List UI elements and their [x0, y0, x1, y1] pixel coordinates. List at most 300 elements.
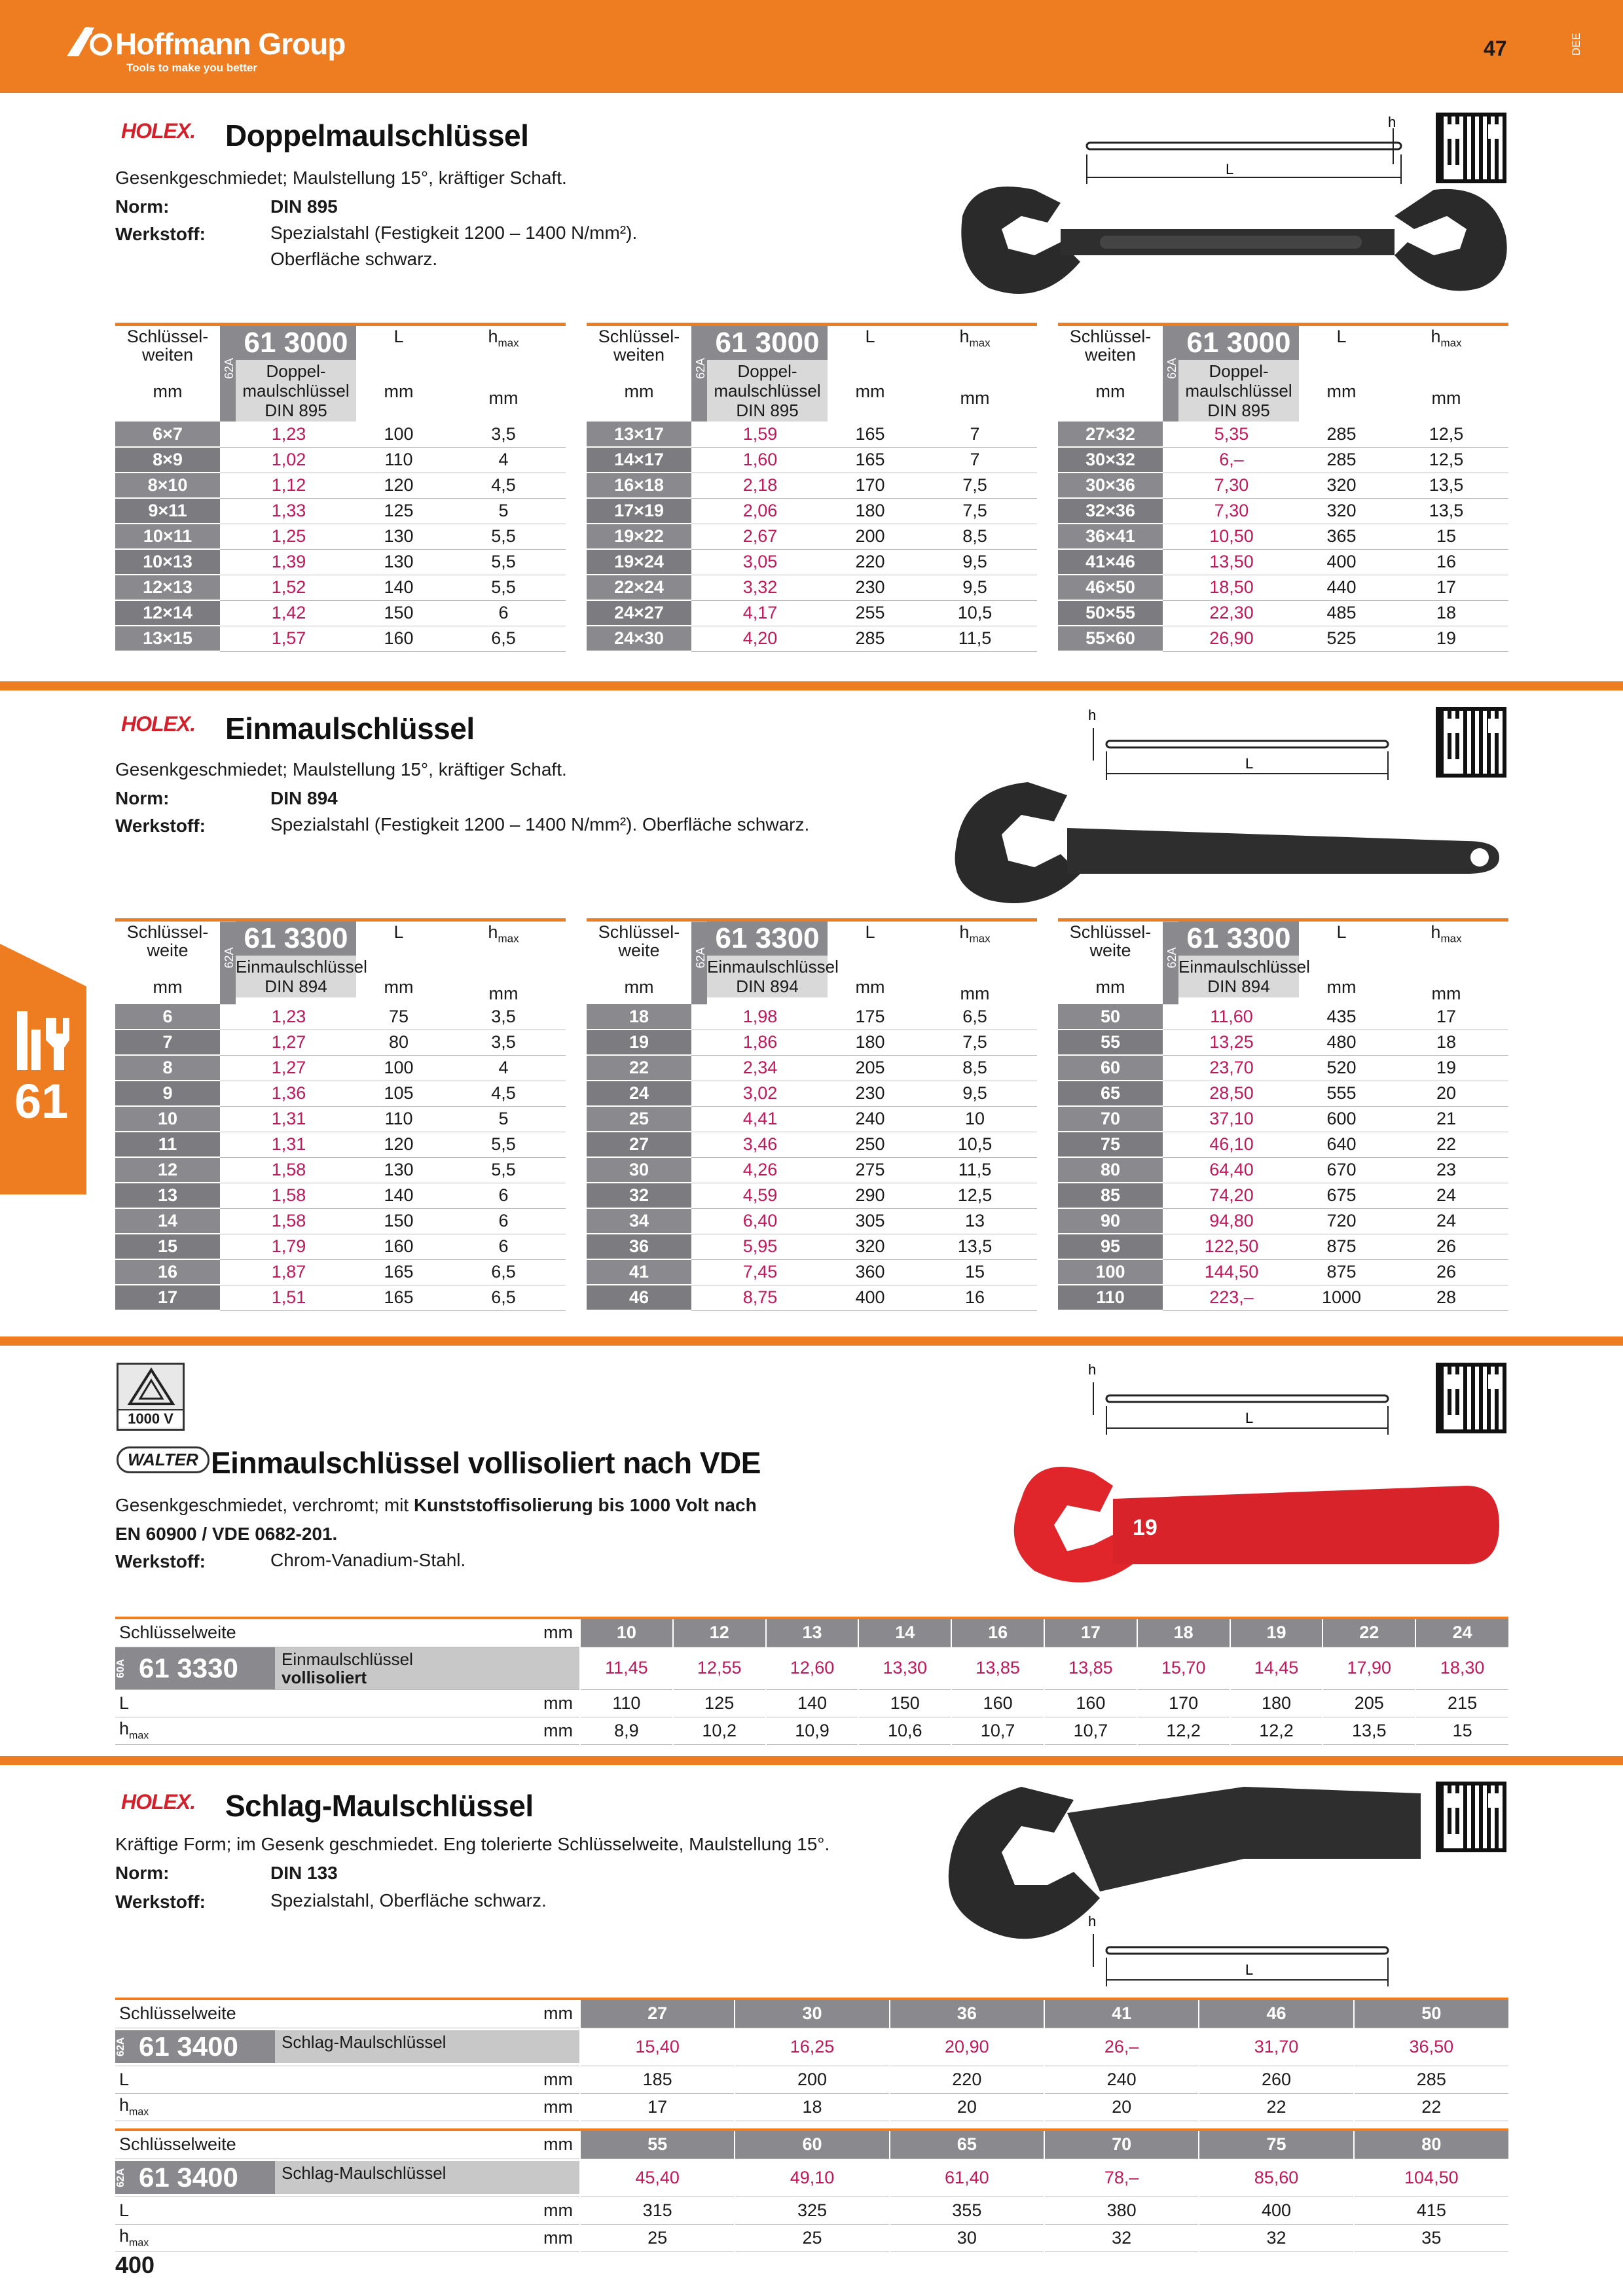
size-cell: 65	[1058, 1081, 1163, 1106]
price-cell[interactable]: 14,45	[1230, 1647, 1323, 1689]
spacer-cell	[1285, 1081, 1299, 1106]
price-cell[interactable]: 31,70	[1199, 2028, 1353, 2066]
dim-l: L	[1245, 755, 1254, 772]
price-cell[interactable]: 1,42	[236, 600, 342, 626]
price-cell[interactable]: 1,58	[236, 1157, 342, 1183]
price-cell[interactable]: 11,60	[1178, 1004, 1285, 1030]
spacer-cell	[691, 1081, 707, 1106]
length-cell: 365	[1299, 524, 1384, 549]
article-desc-1: Schlag-Maulschlüssel	[282, 2163, 447, 2183]
price-cell[interactable]: 1,27	[236, 1055, 342, 1081]
spacer-cell	[1163, 1234, 1178, 1259]
article-desc-2: vollisoliert	[282, 1667, 367, 1687]
height-cell: 20	[890, 2093, 1044, 2121]
col-length-unit: mm	[384, 382, 414, 401]
length-cell: 1000	[1299, 1285, 1384, 1310]
size-cell: 27	[587, 1132, 691, 1157]
spacer-cell	[1163, 1004, 1178, 1030]
col-height	[1384, 922, 1508, 1004]
price-cell[interactable]: 1,33	[236, 498, 342, 524]
height-cell: 16	[913, 1285, 1037, 1310]
col-height	[441, 326, 566, 422]
length-cell: 670	[1299, 1157, 1384, 1183]
height-cell: 17	[1384, 575, 1508, 600]
price-cell[interactable]: 49,10	[735, 2159, 889, 2197]
size-cell: 8×10	[115, 473, 220, 498]
spacer-cell	[691, 1285, 707, 1310]
spacer-cell	[1285, 1030, 1299, 1055]
price-cell[interactable]: 15,70	[1137, 1647, 1230, 1689]
col-height-unit: mm	[960, 984, 990, 1004]
price-cell[interactable]: 1,23	[236, 1004, 342, 1030]
size-cell: 12	[115, 1157, 220, 1183]
price-cell[interactable]: 1,31	[236, 1106, 342, 1132]
col-size-label-2: weite	[147, 941, 189, 960]
col-height-unit: mm	[1431, 388, 1461, 408]
price-cell[interactable]: 3,02	[707, 1081, 813, 1106]
height-cell: 4	[441, 447, 566, 473]
size-cell: 30×32	[1058, 447, 1163, 473]
height-row	[115, 1717, 1508, 1744]
row-unit: mm	[462, 1619, 580, 1647]
price-cell[interactable]: 7,30	[1178, 498, 1285, 524]
col-length-unit: mm	[855, 382, 885, 401]
col-height-sub: max	[1440, 336, 1462, 350]
size-cell: 18	[587, 1004, 691, 1030]
table-row	[115, 422, 566, 447]
norm-label: Norm:	[115, 196, 170, 217]
spacer-cell	[1163, 600, 1178, 626]
height-cell: 4	[441, 1055, 566, 1081]
row-label-height	[115, 2224, 462, 2251]
length-cell: 875	[1299, 1234, 1384, 1259]
size-cell: 27	[580, 2000, 735, 2028]
dim-l: L	[1245, 1410, 1254, 1426]
spacer-cell	[1285, 626, 1299, 651]
price-cell[interactable]: 2,06	[707, 498, 813, 524]
table-row	[1058, 447, 1508, 473]
table-row	[115, 1081, 566, 1106]
price-cell[interactable]: 10,50	[1178, 524, 1285, 549]
price-cell[interactable]: 16,25	[735, 2028, 889, 2066]
price-cell[interactable]: 22,30	[1178, 600, 1285, 626]
spacer-cell	[691, 1183, 707, 1208]
table-row	[1058, 1030, 1508, 1055]
price-cell[interactable]: 94,80	[1178, 1208, 1285, 1234]
height-cell: 10,7	[951, 1717, 1044, 1744]
length-cell: 240	[1044, 2066, 1199, 2093]
size-cell: 41×46	[1058, 549, 1163, 575]
table-row	[1058, 498, 1508, 524]
page-number: 400	[115, 2251, 155, 2278]
size-cell: 22	[1322, 1619, 1415, 1647]
length-cell: 400	[1199, 2197, 1353, 2224]
spacer-cell	[1285, 575, 1299, 600]
price-cell[interactable]: 2,67	[707, 524, 813, 549]
price-cell[interactable]: 144,50	[1178, 1259, 1285, 1285]
spacer-cell	[342, 626, 356, 651]
price-cell[interactable]: 3,32	[707, 575, 813, 600]
size-cell: 80	[1354, 2131, 1508, 2159]
size-cell: 95	[1058, 1234, 1163, 1259]
price-cell[interactable]: 1,58	[236, 1208, 342, 1234]
height-cell: 13,5	[913, 1234, 1037, 1259]
col-size-label: Schlüssel-	[598, 922, 680, 942]
col-length	[828, 326, 913, 422]
length-cell: 520	[1299, 1055, 1384, 1081]
art-prefix: 62A	[1163, 922, 1178, 1004]
length-cell: 75	[356, 1004, 441, 1030]
col-length	[1299, 326, 1384, 422]
price-table	[115, 326, 566, 652]
art-prefix: 62A	[691, 922, 707, 1004]
size-cell: 41	[587, 1259, 691, 1285]
col-length-unit: mm	[1326, 977, 1357, 997]
table-row	[1058, 473, 1508, 498]
size-cell: 55	[1058, 1030, 1163, 1055]
price-cell[interactable]: 1,27	[236, 1030, 342, 1055]
price-cell[interactable]: 1,25	[236, 524, 342, 549]
table-row	[587, 1004, 1037, 1030]
length-cell: 165	[828, 422, 913, 447]
price-cell[interactable]: 6,40	[707, 1208, 813, 1234]
article-desc	[275, 2161, 579, 2194]
size-cell: 50	[1058, 1004, 1163, 1030]
price-cell[interactable]: 1,23	[236, 422, 342, 447]
price-cell[interactable]: 13,85	[951, 1647, 1044, 1689]
material-label: Werkstoff:	[115, 1551, 206, 1571]
price-table	[1058, 922, 1508, 1311]
spacer-cell	[813, 549, 828, 575]
price-cell[interactable]: 1,52	[236, 575, 342, 600]
price-cell[interactable]: 18,30	[1415, 1647, 1508, 1689]
spacer-cell	[813, 1030, 828, 1055]
price-cell[interactable]: 104,50	[1354, 2159, 1508, 2197]
col-length-label: L	[393, 327, 404, 346]
price-cell[interactable]: 1,51	[236, 1285, 342, 1310]
price-cell[interactable]: 26,–	[1044, 2028, 1199, 2066]
col-length-label: L	[865, 922, 875, 942]
dim-l: L	[1226, 161, 1234, 177]
length-cell: 290	[828, 1183, 913, 1208]
size-cell: 19	[587, 1030, 691, 1055]
height-cell: 35	[1354, 2224, 1508, 2251]
height-cell: 20	[1384, 1081, 1508, 1106]
dim-l: L	[1245, 1962, 1254, 1978]
col-length-label: L	[393, 922, 404, 942]
price-cell[interactable]: 1,57	[236, 626, 342, 651]
length-row	[115, 2197, 1508, 2224]
price-cell[interactable]: 28,50	[1178, 1081, 1285, 1106]
length-cell: 555	[1299, 1081, 1384, 1106]
size-cell: 10	[115, 1106, 220, 1132]
spacer-cell	[1163, 1055, 1178, 1081]
price-cell[interactable]: 2,34	[707, 1055, 813, 1081]
height-cell: 26	[1384, 1234, 1508, 1259]
price-cell[interactable]: 1,58	[236, 1183, 342, 1208]
article-desc-2: DIN 894	[1207, 977, 1270, 996]
row-label-h-sub: max	[129, 1730, 149, 1742]
length-cell: 165	[356, 1259, 441, 1285]
table-row	[1058, 1132, 1508, 1157]
row-label-h: h	[119, 2226, 130, 2246]
size-cell: 19	[1230, 1619, 1323, 1647]
spacer-cell	[220, 473, 236, 498]
spacer-cell	[691, 1055, 707, 1081]
height-row	[115, 2093, 1508, 2121]
row-label-length: L	[115, 1689, 462, 1717]
price-cell[interactable]: 17,90	[1322, 1647, 1415, 1689]
price-cell[interactable]: 1,98	[707, 1004, 813, 1030]
size-cell: 12×14	[115, 600, 220, 626]
price-cell[interactable]: 4,20	[707, 626, 813, 651]
price-cell[interactable]: 36,50	[1354, 2028, 1508, 2066]
table-row	[115, 524, 566, 549]
table-row	[115, 549, 566, 575]
height-cell: 13,5	[1384, 473, 1508, 498]
price-cell[interactable]: 23,70	[1178, 1055, 1285, 1081]
col-size-unit: mm	[153, 977, 183, 997]
spacer-cell	[220, 524, 236, 549]
spacer-cell	[220, 1004, 236, 1030]
price-cell[interactable]: 46,10	[1178, 1132, 1285, 1157]
row-label-h-sub: max	[129, 2237, 149, 2249]
qr-code-icon[interactable]	[1436, 1782, 1506, 1852]
height-cell: 13,5	[1384, 498, 1508, 524]
col-size	[1058, 326, 1163, 422]
table-row	[115, 1234, 566, 1259]
height-cell: 10,5	[913, 600, 1037, 626]
price-row	[115, 2159, 1508, 2197]
wrench-icon	[17, 1011, 69, 1070]
length-cell: 230	[828, 1081, 913, 1106]
size-cell: 34	[587, 1208, 691, 1234]
art-prefix: 62A	[115, 2161, 131, 2194]
article-desc-1: Doppel-	[266, 361, 326, 381]
qr-code-icon[interactable]	[1436, 113, 1506, 183]
length-cell: 220	[890, 2066, 1044, 2093]
height-cell: 3,5	[441, 1030, 566, 1055]
price-cell[interactable]: 1,39	[236, 549, 342, 575]
size-cell: 12×13	[115, 575, 220, 600]
table-row	[1058, 1055, 1508, 1081]
article-number: 61 3000	[707, 326, 828, 360]
price-cell[interactable]: 37,10	[1178, 1106, 1285, 1132]
price-cell[interactable]: 26,90	[1178, 626, 1285, 651]
article-desc	[236, 360, 356, 422]
row-label-h-sub: max	[129, 2106, 149, 2118]
size-cell: 14	[115, 1208, 220, 1234]
col-height	[1384, 326, 1508, 422]
table-row	[115, 1004, 566, 1030]
price-cell[interactable]: 13,85	[1044, 1647, 1137, 1689]
material-value: Spezialstahl (Festigkeit 1200 – 1400 N/mm²).	[270, 223, 638, 243]
price-cell[interactable]: 122,50	[1178, 1234, 1285, 1259]
length-cell: 175	[828, 1004, 913, 1030]
length-cell: 160	[356, 1234, 441, 1259]
height-cell: 6,5	[441, 626, 566, 651]
col-length-label: L	[1336, 327, 1347, 346]
spacer-cell	[1163, 1132, 1178, 1157]
chapter-number: 61	[14, 1074, 69, 1128]
price-cell[interactable]: 11,45	[580, 1647, 673, 1689]
wrench-size-label: 19	[1133, 1515, 1158, 1540]
col-article	[236, 922, 367, 1004]
spacer-cell	[342, 600, 356, 626]
article-desc-1: Einmaulschlüssel	[236, 957, 367, 977]
price-cell[interactable]: 12,60	[766, 1647, 859, 1689]
height-cell: 12,2	[1230, 1717, 1323, 1744]
art-prefix: 62A	[691, 326, 707, 422]
table-row	[115, 473, 566, 498]
price-cell[interactable]: 13,25	[1178, 1030, 1285, 1055]
table-row	[1058, 1106, 1508, 1132]
spacer-cell	[342, 1183, 356, 1208]
height-cell: 22	[1354, 2093, 1508, 2121]
price-cell[interactable]: 3,05	[707, 549, 813, 575]
size-cell: 17	[1044, 1619, 1137, 1647]
size-cell: 60	[1058, 1055, 1163, 1081]
price-cell[interactable]: 7,45	[707, 1259, 813, 1285]
price-cell[interactable]: 6,–	[1178, 447, 1285, 473]
length-cell: 325	[735, 2197, 889, 2224]
height-cell: 7,5	[913, 498, 1037, 524]
height-cell: 12,5	[1384, 447, 1508, 473]
col-article	[707, 326, 828, 422]
price-cell[interactable]: 5,35	[1178, 422, 1285, 447]
article-number: 61 3000	[236, 326, 356, 360]
height-cell: 5,5	[441, 1157, 566, 1183]
height-cell: 22	[1199, 2093, 1353, 2121]
height-cell: 15	[913, 1259, 1037, 1285]
price-cell[interactable]: 85,60	[1199, 2159, 1353, 2197]
col-size	[587, 922, 691, 1004]
spacer-cell	[1163, 1081, 1178, 1106]
table-row	[115, 1055, 566, 1081]
col-size-unit: mm	[624, 977, 654, 997]
size-cell: 13	[115, 1183, 220, 1208]
price-cell[interactable]: 20,90	[890, 2028, 1044, 2066]
price-cell[interactable]: 7,30	[1178, 473, 1285, 498]
spacer-cell	[1285, 524, 1299, 549]
qr-code-icon[interactable]	[1436, 1363, 1506, 1433]
length-cell: 160	[951, 1689, 1044, 1717]
spacer-cell	[1285, 1183, 1299, 1208]
height-cell: 13	[913, 1208, 1037, 1234]
price-row	[115, 1647, 1508, 1689]
price-cell[interactable]: 1,87	[236, 1259, 342, 1285]
height-cell: 5,5	[441, 549, 566, 575]
spacer-cell	[691, 1004, 707, 1030]
row-label-size: Schlüsselweite	[115, 2131, 462, 2159]
length-cell: 400	[828, 1285, 913, 1310]
size-cell: 55×60	[1058, 626, 1163, 651]
section-divider	[0, 1756, 1623, 1765]
col-height	[913, 922, 1037, 1004]
length-cell: 120	[356, 473, 441, 498]
table-row	[587, 1030, 1037, 1055]
length-cell: 100	[356, 1055, 441, 1081]
price-cell[interactable]: 1,12	[236, 473, 342, 498]
price-cell[interactable]: 3,46	[707, 1132, 813, 1157]
table-row	[587, 498, 1037, 524]
length-cell: 130	[356, 524, 441, 549]
height-cell: 7,5	[913, 473, 1037, 498]
height-cell: 32	[1199, 2224, 1353, 2251]
height-cell: 12,5	[913, 1183, 1037, 1208]
price-cell[interactable]: 1,60	[707, 447, 813, 473]
price-cell[interactable]: 8,75	[707, 1285, 813, 1310]
height-cell: 18	[1384, 600, 1508, 626]
size-cell: 16	[951, 1619, 1044, 1647]
col-height-label: h	[959, 922, 970, 942]
price-cell[interactable]: 61,40	[890, 2159, 1044, 2197]
price-cell[interactable]: 12,55	[673, 1647, 766, 1689]
table-row	[587, 422, 1037, 447]
spacer-cell	[1163, 1106, 1178, 1132]
row-label-h: h	[119, 2095, 130, 2115]
price-cell[interactable]: 18,50	[1178, 575, 1285, 600]
length-cell: 125	[356, 498, 441, 524]
col-height-label: h	[1431, 327, 1441, 346]
price-cell[interactable]: 74,20	[1178, 1183, 1285, 1208]
price-cell[interactable]: 223,–	[1178, 1285, 1285, 1310]
row-unit: mm	[462, 2197, 580, 2224]
price-cell[interactable]: 1,31	[236, 1132, 342, 1157]
spacer-cell	[342, 549, 356, 575]
spacer-cell	[813, 524, 828, 549]
price-cell[interactable]: 64,40	[1178, 1157, 1285, 1183]
spacer-cell	[813, 1183, 828, 1208]
price-cell[interactable]: 78,–	[1044, 2159, 1199, 2197]
height-cell: 3,5	[441, 1004, 566, 1030]
spacer-cell	[813, 1234, 828, 1259]
art-prefix: 60A	[115, 1647, 131, 1689]
size-cell: 24	[587, 1081, 691, 1106]
price-cell[interactable]: 1,79	[236, 1234, 342, 1259]
size-cell: 8×9	[115, 447, 220, 473]
price-cell[interactable]: 2,18	[707, 473, 813, 498]
length-cell: 170	[828, 473, 913, 498]
length-cell: 285	[1299, 447, 1384, 473]
price-cell[interactable]: 4,17	[707, 600, 813, 626]
art-prefix: 62A	[220, 326, 236, 422]
table-row	[115, 1157, 566, 1183]
price-cell[interactable]: 4,26	[707, 1157, 813, 1183]
price-cell[interactable]: 1,59	[707, 422, 813, 447]
spacer-cell	[1285, 447, 1299, 473]
qr-code-icon[interactable]	[1436, 707, 1506, 778]
col-height-sub: max	[1440, 932, 1462, 945]
row-label-size: Schlüsselweite	[115, 2000, 462, 2028]
price-cell[interactable]: 1,36	[236, 1081, 342, 1106]
price-cell[interactable]: 13,50	[1178, 549, 1285, 575]
spacer-cell	[220, 1081, 236, 1106]
table-row	[115, 1030, 566, 1055]
price-cell[interactable]: 45,40	[580, 2159, 735, 2197]
price-cell[interactable]: 1,86	[707, 1030, 813, 1055]
price-cell[interactable]: 1,02	[236, 447, 342, 473]
height-cell: 6	[441, 1234, 566, 1259]
price-cell[interactable]: 4,41	[707, 1106, 813, 1132]
spacer-cell	[342, 473, 356, 498]
price-cell[interactable]: 5,95	[707, 1234, 813, 1259]
section-description: Kräftige Form; im Gesenk geschmiedet. Eng tolerierte Schlüsselweite, Maulstellung 15°.	[115, 1834, 830, 1854]
price-cell[interactable]: 13,30	[858, 1647, 951, 1689]
price-cell[interactable]: 4,59	[707, 1183, 813, 1208]
size-cell: 7	[115, 1030, 220, 1055]
price-cell[interactable]: 15,40	[580, 2028, 735, 2066]
